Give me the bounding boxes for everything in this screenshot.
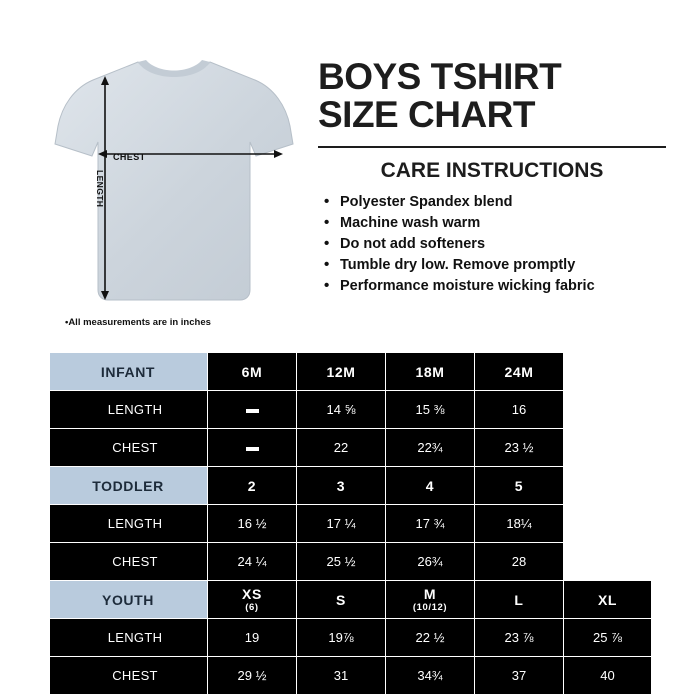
measure-cell: 22¾ — [386, 429, 475, 467]
row-label-length: LENGTH — [50, 505, 208, 543]
measurement-note: •All measurements are in inches — [65, 317, 211, 328]
size-header — [386, 581, 475, 619]
table-row — [50, 657, 652, 695]
shirt-diagram — [40, 52, 305, 337]
dash-mark — [246, 409, 259, 413]
empty-cell — [564, 429, 652, 467]
table-row — [50, 391, 652, 429]
size-header: 18M — [386, 353, 475, 391]
size-header: L — [475, 581, 564, 619]
size-header: 5 — [475, 467, 564, 505]
measure-cell: 19 — [208, 619, 297, 657]
measure-cell: 25 ⅞ — [564, 619, 652, 657]
measure-cell: 23 ⅞ — [475, 619, 564, 657]
row-label-chest: CHEST — [50, 429, 208, 467]
care-item: • Performance moisture wicking fabric — [318, 276, 666, 297]
size-header: 6M — [208, 353, 297, 391]
size-table-wrap — [49, 352, 651, 695]
table-row — [50, 619, 652, 657]
measure-cell: 40 — [564, 657, 652, 695]
chest-label: CHEST — [113, 152, 146, 162]
row-label-length: LENGTH — [50, 619, 208, 657]
care-instructions-title: CARE INSTRUCTIONS — [380, 159, 604, 182]
size-header: 3 — [297, 467, 386, 505]
size-header-label: M — [423, 586, 437, 602]
measure-cell: 26¾ — [386, 543, 475, 581]
row-label-chest: CHEST — [50, 657, 208, 695]
group-label-infant: INFANT — [50, 353, 208, 391]
measure-cell: 23 ½ — [475, 429, 564, 467]
table-row — [50, 505, 652, 543]
table-row — [50, 581, 652, 619]
measure-cell: 18¼ — [475, 505, 564, 543]
measure-cell: 24 ¼ — [208, 543, 297, 581]
page-title-line2: SIZE CHART — [318, 94, 535, 135]
measure-cell: 17 ¼ — [297, 505, 386, 543]
size-header-sub: (10/12) — [412, 602, 448, 613]
empty-cell — [564, 467, 652, 505]
size-header-sub: (6) — [245, 602, 259, 613]
care-instructions-list — [318, 192, 666, 297]
measure-cell: 14 ⅝ — [297, 391, 386, 429]
size-header — [208, 581, 297, 619]
row-label-chest: CHEST — [50, 543, 208, 581]
care-item: • Polyester Spandex blend — [318, 192, 666, 213]
top-section — [0, 0, 700, 338]
table-row — [50, 353, 652, 391]
measure-cell — [208, 429, 297, 467]
measure-cell: 19⅞ — [297, 619, 386, 657]
group-label-toddler: TODDLER — [50, 467, 208, 505]
group-label-youth: YOUTH — [50, 581, 208, 619]
size-header: 12M — [297, 353, 386, 391]
empty-cell — [564, 353, 652, 391]
measure-cell: 17 ¾ — [386, 505, 475, 543]
empty-cell — [564, 505, 652, 543]
measure-cell: 37 — [475, 657, 564, 695]
measure-cell: 34¾ — [386, 657, 475, 695]
measure-cell — [208, 391, 297, 429]
size-header: 4 — [386, 467, 475, 505]
care-item: • Do not add softeners — [318, 234, 666, 255]
title-divider — [318, 146, 666, 148]
empty-cell — [564, 543, 652, 581]
measure-cell: 28 — [475, 543, 564, 581]
size-chart-table — [49, 352, 652, 695]
table-row — [50, 543, 652, 581]
table-row — [50, 467, 652, 505]
measure-cell: 31 — [297, 657, 386, 695]
header-block — [318, 58, 666, 297]
size-header: 24M — [475, 353, 564, 391]
empty-cell — [564, 391, 652, 429]
tshirt-illustration — [50, 52, 300, 312]
measure-cell: 16 — [475, 391, 564, 429]
measure-cell: 15 ⅜ — [386, 391, 475, 429]
page-title-line1: BOYS TSHIRT — [318, 56, 562, 97]
care-item: • Machine wash warm — [318, 213, 666, 234]
size-header: S — [297, 581, 386, 619]
size-header: 2 — [208, 467, 297, 505]
measure-cell: 22 ½ — [386, 619, 475, 657]
size-header: XL — [564, 581, 652, 619]
length-label: LENGTH — [95, 170, 105, 208]
size-header-label: XS — [242, 586, 262, 602]
measure-cell: 25 ½ — [297, 543, 386, 581]
measure-cell: 16 ½ — [208, 505, 297, 543]
measure-cell: 22 — [297, 429, 386, 467]
dash-mark — [246, 447, 259, 451]
care-item: • Tumble dry low. Remove promptly — [318, 255, 666, 276]
measure-cell: 29 ½ — [208, 657, 297, 695]
table-row — [50, 429, 652, 467]
row-label-length: LENGTH — [50, 391, 208, 429]
